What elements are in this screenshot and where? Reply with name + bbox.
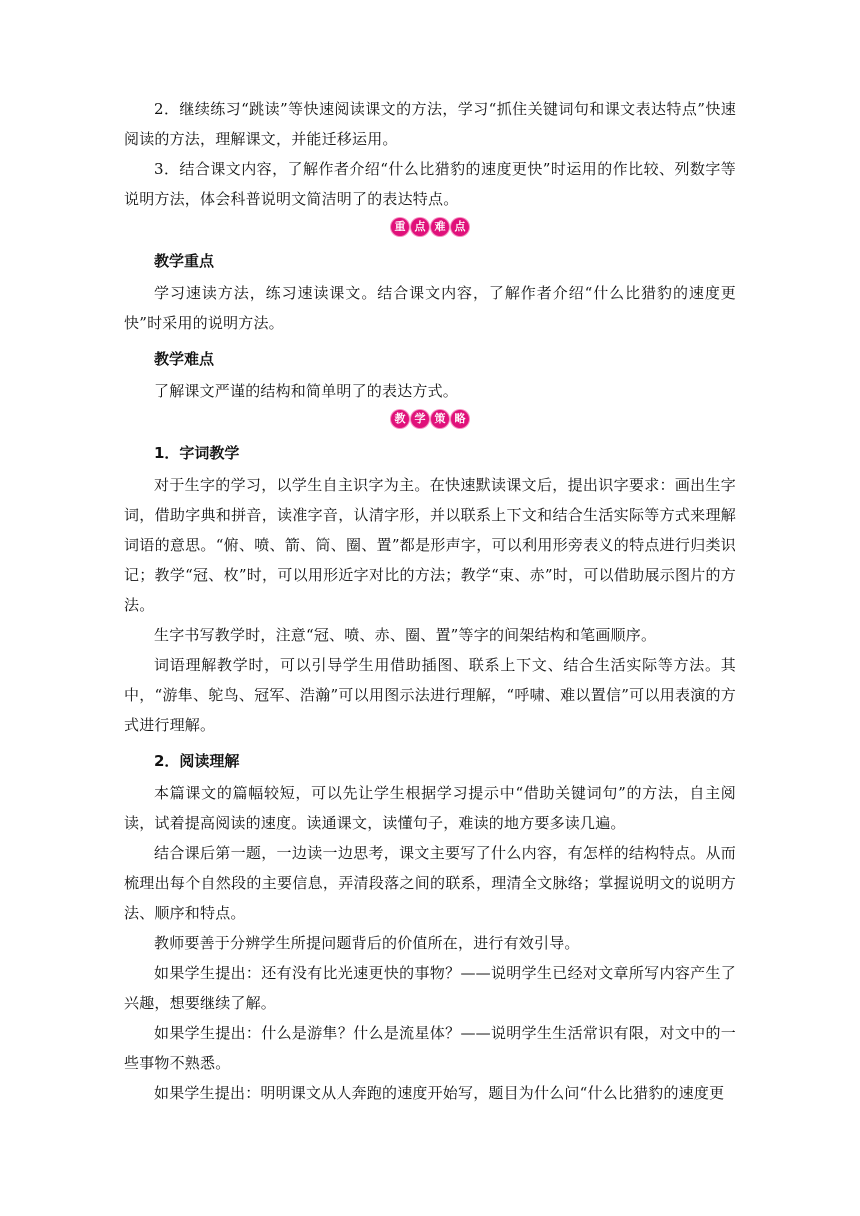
word-teaching-paragraph: 对于生字的学习，以学生自主识字为主。在快速默读课文后，提出识字要求：画出生字词，借助字典和拼音，读准字音，认清字形，并以联系上下文和结合生活实际等方式来理解词语的意思。“俯、喷、箭、筒、圈、置”都是形声字，可以利用形旁表义的特点进行归类识记；教学“冠、枚”时，可以用形近字对比的方法；教学“束、赤”时，可以借助展示图片的方法。 [124,476,736,614]
badge-char: 策 [431,410,449,428]
reading-paragraph: 如果学生提出：什么是游隼？什么是流星体？——说明学生生活常识有限，对文中的一些事物不熟悉。 [124,1024,736,1072]
word-teaching-paragraph: 词语理解教学时，可以引导学生用借助插图、联系上下文、结合生活实际等方法。其中，“游隼、鸵鸟、冠军、浩瀚”可以用图示法进行理解，“呼啸、难以置信”可以用表演的方式进行理解。 [124,656,736,734]
key-points-banner [124,214,736,240]
badge-char: 难 [431,218,449,236]
reading-paragraph: 结合课后第一题，一边读一边思考，课文主要写了什么内容，有怎样的结构特点。从而梳理出每个自然段的主要信息，弄清段落之间的联系，理清全文脉络；掌握说明文的说明方法、顺序和特点。 [124,844,736,922]
reading-paragraph: 如果学生提出：还有没有比光速更快的事物？——说明学生已经对文章所写内容产生了兴趣，想要继续了解。 [124,964,736,1012]
strategy-badge [391,410,469,428]
reading-heading: 2．阅读理解 [154,752,240,770]
teaching-difficulty-text: 了解课文严谨的结构和简单明了的表达方式。 [154,382,459,400]
badge-char: 学 [411,410,429,428]
badge-char: 重 [391,218,409,236]
badge-char: 教 [391,410,409,428]
key-points-badge [391,218,469,236]
strategy-banner [124,406,736,432]
word-teaching-paragraph: 生字书写教学时，注意“冠、喷、赤、圈、置”等字的间架结构和笔画顺序。 [154,626,657,644]
badge-char: 点 [411,218,429,236]
teaching-difficulty-heading: 教学难点 [154,350,215,368]
badge-char: 略 [451,410,469,428]
document-page [124,94,736,1108]
word-teaching-heading: 1．字词教学 [154,444,240,462]
reading-paragraph: 教师要善于分辨学生所提问题背后的价值所在，进行有效引导。 [154,934,580,952]
goal-2-paragraph: 2．继续练习“跳读”等快速阅读课文的方法，学习“抓住关键词句和课文表达特点”快速阅读的方法，理解课文，并能迁移运用。 [124,100,736,148]
teaching-focus-heading: 教学重点 [154,252,215,270]
reading-paragraph: 如果学生提出：明明课文从人奔跑的速度开始写，题目为什么问“什么比猎豹的速度更 [154,1084,725,1102]
badge-char: 点 [451,218,469,236]
goal-3-paragraph: 3．结合课文内容，了解作者介绍“什么比猎豹的速度更快”时运用的作比较、列数字等说明方法，体会科普说明文简洁明了的表达特点。 [124,160,736,208]
teaching-focus-text: 学习速读方法，练习速读课文。结合课文内容，了解作者介绍“什么比猎豹的速度更快”时采用的说明方法。 [124,284,736,332]
reading-paragraph: 本篇课文的篇幅较短，可以先让学生根据学习提示中“借助关键词句”的方法，自主阅读，试着提高阅读的速度。读通课文，读懂句子，难读的地方要多读几遍。 [124,784,736,832]
